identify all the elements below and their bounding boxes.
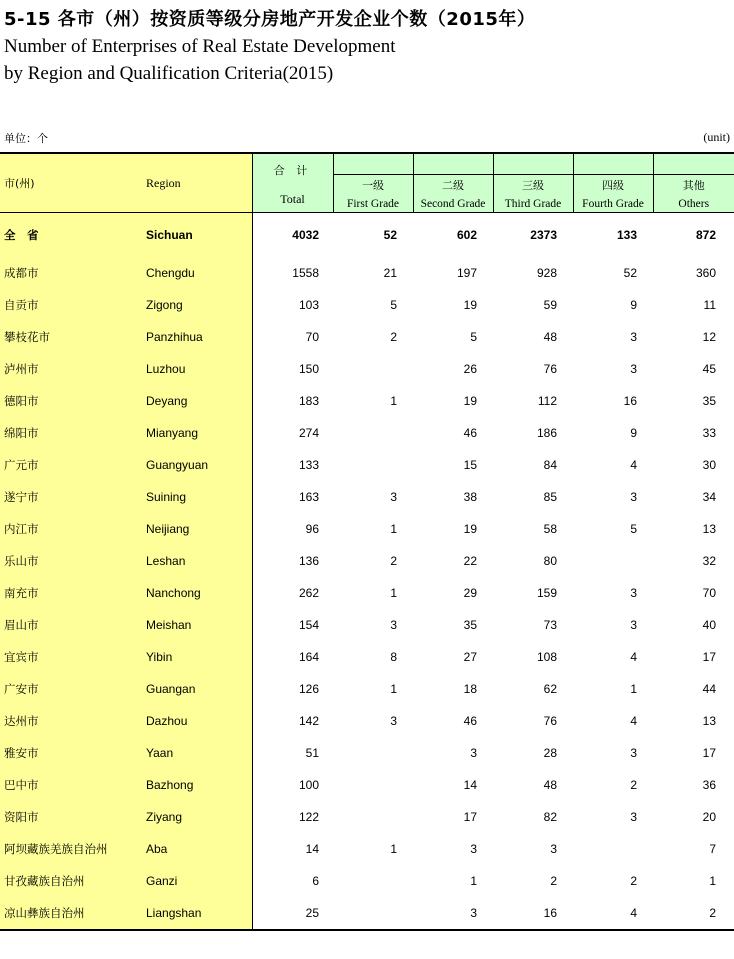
region-name-cn: 眉山市 bbox=[0, 609, 140, 641]
total-cell: 6 bbox=[252, 865, 333, 897]
table-row bbox=[0, 513, 734, 545]
first-grade-cell: 52 bbox=[383, 228, 397, 242]
others-cell: 360 bbox=[695, 266, 716, 280]
header-region-cn: 市(州) bbox=[0, 153, 140, 213]
region-name-en: Aba bbox=[140, 833, 252, 865]
region-name-cn: 广安市 bbox=[0, 673, 140, 705]
fourth-grade-cell: 3 bbox=[630, 586, 637, 600]
total-cell: 262 bbox=[252, 577, 333, 609]
region-name-cn: 凉山彝族自治州 bbox=[0, 897, 140, 930]
enterprise-table bbox=[0, 152, 734, 931]
others-cell: 2 bbox=[653, 897, 734, 930]
third-grade-cell: 928 bbox=[536, 266, 557, 280]
fourth-grade-cell: 3 bbox=[630, 746, 637, 760]
table-row bbox=[0, 353, 734, 385]
table-row bbox=[0, 833, 734, 865]
first-grade-cell: 1 bbox=[390, 586, 397, 600]
region-name-cn: 泸州市 bbox=[0, 353, 140, 385]
first-grade-cell bbox=[333, 865, 413, 897]
first-grade-cell bbox=[333, 737, 413, 769]
table-row bbox=[0, 321, 734, 353]
header-grade-en: Fourth Grade bbox=[582, 197, 644, 210]
unit-label-en: (unit) bbox=[703, 130, 730, 144]
third-grade-cell: 76 bbox=[543, 714, 557, 728]
table-row bbox=[0, 737, 734, 769]
fourth-grade-cell: 3 bbox=[630, 810, 637, 824]
table-row bbox=[0, 641, 734, 673]
second-grade-cell: 5 bbox=[470, 330, 477, 344]
fourth-grade-cell: 4 bbox=[630, 714, 637, 728]
first-grade-cell bbox=[333, 801, 413, 833]
fourth-grade-cell: 2 bbox=[630, 874, 637, 888]
first-grade-cell bbox=[333, 417, 413, 449]
others-cell: 40 bbox=[702, 618, 716, 632]
first-grade-cell bbox=[333, 769, 413, 801]
total-cell: 136 bbox=[252, 545, 333, 577]
page-title: 5-15 各市（州）按资质等级分房地产开发企业个数（2015年） bbox=[4, 9, 536, 30]
region-name-en: Ganzi bbox=[140, 865, 252, 897]
third-grade-cell: 62 bbox=[543, 682, 557, 696]
total-cell: 4032 bbox=[252, 213, 333, 258]
region-name-cn: 绵阳市 bbox=[0, 417, 140, 449]
table-row bbox=[0, 705, 734, 737]
first-grade-cell: 1 bbox=[390, 522, 397, 536]
header-grade-third bbox=[493, 153, 573, 213]
second-grade-cell: 602 bbox=[456, 228, 477, 242]
header-grade-others bbox=[653, 153, 734, 213]
total-cell: 70 bbox=[252, 321, 333, 353]
table-row bbox=[0, 289, 734, 321]
others-cell: 45 bbox=[702, 362, 716, 376]
total-cell: 150 bbox=[252, 353, 333, 385]
others-cell: 35 bbox=[702, 394, 716, 408]
second-grade-cell: 17 bbox=[463, 810, 477, 824]
region-name-cn: 巴中市 bbox=[0, 769, 140, 801]
second-grade-cell: 26 bbox=[463, 362, 477, 376]
others-cell: 70 bbox=[702, 586, 716, 600]
fourth-grade-cell: 5 bbox=[630, 522, 637, 536]
second-grade-cell: 22 bbox=[463, 554, 477, 568]
table-header-row bbox=[0, 153, 734, 213]
second-grade-cell: 3 bbox=[470, 746, 477, 760]
region-name-en: Mianyang bbox=[140, 417, 252, 449]
region-name-cn: 甘孜藏族自治州 bbox=[0, 865, 140, 897]
third-grade-cell: 159 bbox=[536, 586, 557, 600]
header-total-en: Total bbox=[280, 191, 305, 206]
total-cell: 51 bbox=[252, 737, 333, 769]
region-name-cn: 雅安市 bbox=[0, 737, 140, 769]
first-grade-cell: 8 bbox=[390, 650, 397, 664]
fourth-grade-cell: 3 bbox=[630, 362, 637, 376]
third-grade-cell: 3 bbox=[550, 842, 557, 856]
first-grade-cell: 3 bbox=[390, 618, 397, 632]
header-total bbox=[252, 153, 333, 213]
total-cell: 96 bbox=[252, 513, 333, 545]
second-grade-cell: 27 bbox=[463, 650, 477, 664]
others-cell: 12 bbox=[702, 330, 716, 344]
total-cell: 122 bbox=[252, 801, 333, 833]
fourth-grade-cell bbox=[573, 833, 653, 865]
header-total-cn: 合 计 bbox=[273, 163, 312, 177]
second-grade-cell: 29 bbox=[463, 586, 477, 600]
fourth-grade-cell bbox=[573, 545, 653, 577]
fourth-grade-cell: 4 bbox=[630, 650, 637, 664]
region-name-en: Nanchong bbox=[140, 577, 252, 609]
second-grade-cell: 19 bbox=[463, 298, 477, 312]
total-cell: 142 bbox=[252, 705, 333, 737]
header-grade-cn: 一级 bbox=[362, 179, 384, 193]
third-grade-cell: 58 bbox=[543, 522, 557, 536]
total-cell: 14 bbox=[252, 833, 333, 865]
total-cell: 25 bbox=[252, 897, 333, 930]
total-cell: 154 bbox=[252, 609, 333, 641]
third-grade-cell: 48 bbox=[543, 330, 557, 344]
region-name-en: Chengdu bbox=[140, 257, 252, 289]
first-grade-cell: 1 bbox=[390, 394, 397, 408]
table-row bbox=[0, 417, 734, 449]
region-name-en: Meishan bbox=[140, 609, 252, 641]
table-row bbox=[0, 865, 734, 897]
fourth-grade-cell: 2 bbox=[630, 778, 637, 792]
region-name-en: Guangan bbox=[140, 673, 252, 705]
region-name-en: Ziyang bbox=[140, 801, 252, 833]
region-name-cn: 攀枝花市 bbox=[0, 321, 140, 353]
fourth-grade-cell: 9 bbox=[630, 426, 637, 440]
page-subtitle-line2: by Region and Qualification Criteria(2015) bbox=[4, 63, 334, 84]
fourth-grade-cell: 4 bbox=[630, 458, 637, 472]
header-grade-second bbox=[413, 153, 493, 213]
region-name-en: Deyang bbox=[140, 385, 252, 417]
third-grade-cell: 2373 bbox=[530, 228, 557, 242]
others-cell: 36 bbox=[702, 778, 716, 792]
fourth-grade-cell: 16 bbox=[623, 394, 637, 408]
third-grade-cell: 112 bbox=[537, 394, 557, 408]
third-grade-cell: 28 bbox=[543, 746, 557, 760]
header-grade-en: First Grade bbox=[346, 197, 400, 210]
second-grade-cell: 14 bbox=[463, 778, 477, 792]
first-grade-cell bbox=[333, 449, 413, 481]
region-name-en: Panzhihua bbox=[140, 321, 252, 353]
others-cell: 1 bbox=[709, 874, 716, 888]
total-cell: 274 bbox=[252, 417, 333, 449]
page-subtitle-line1: Number of Enterprises of Real Estate Development bbox=[4, 36, 396, 57]
fourth-grade-cell: 9 bbox=[630, 298, 637, 312]
header-grade-cn: 其他 bbox=[682, 179, 705, 193]
table-row bbox=[0, 577, 734, 609]
first-grade-cell: 3 bbox=[390, 714, 397, 728]
region-name-cn: 自贡市 bbox=[0, 289, 140, 321]
second-grade-cell: 1 bbox=[470, 874, 477, 888]
region-name-cn: 资阳市 bbox=[0, 801, 140, 833]
header-grade-cn: 二级 bbox=[442, 179, 464, 193]
region-name-cn: 全 省 bbox=[0, 213, 140, 258]
third-grade-cell: 82 bbox=[543, 810, 557, 824]
unit-label: 单位：个 bbox=[4, 132, 48, 145]
third-grade-cell: 73 bbox=[543, 618, 557, 632]
region-name-en: Yibin bbox=[140, 641, 252, 673]
third-grade-cell: 2 bbox=[550, 874, 557, 888]
third-grade-cell: 186 bbox=[536, 426, 557, 440]
others-cell: 7 bbox=[709, 842, 716, 856]
header-grade-en: Third Grade bbox=[504, 197, 562, 210]
second-grade-cell: 18 bbox=[463, 682, 477, 696]
table-row bbox=[0, 481, 734, 513]
second-grade-cell: 15 bbox=[463, 458, 477, 472]
fourth-grade-cell: 52 bbox=[623, 266, 637, 280]
header-grade-en: Second Grade bbox=[420, 197, 486, 210]
others-cell: 17 bbox=[702, 746, 716, 760]
region-name-en: Sichuan bbox=[140, 213, 252, 258]
fourth-grade-cell: 1 bbox=[630, 682, 637, 696]
table-body bbox=[0, 213, 734, 931]
first-grade-cell: 21 bbox=[383, 266, 397, 280]
second-grade-cell: 3 bbox=[470, 842, 477, 856]
region-name-cn: 广元市 bbox=[0, 449, 140, 481]
header-grade-fourth bbox=[573, 153, 653, 213]
first-grade-cell: 5 bbox=[390, 298, 397, 312]
region-name-en: Neijiang bbox=[140, 513, 252, 545]
third-grade-cell: 16 bbox=[493, 897, 573, 930]
first-grade-cell: 2 bbox=[390, 330, 397, 344]
region-name-cn: 宜宾市 bbox=[0, 641, 140, 673]
others-cell: 33 bbox=[702, 426, 716, 440]
header-grade-cn: 四级 bbox=[602, 179, 624, 193]
first-grade-cell: 1 bbox=[390, 682, 397, 696]
third-grade-cell: 76 bbox=[543, 362, 557, 376]
table-row bbox=[0, 449, 734, 481]
fourth-grade-cell: 3 bbox=[630, 330, 637, 344]
region-name-cn: 乐山市 bbox=[0, 545, 140, 577]
table-row bbox=[0, 769, 734, 801]
table-row bbox=[0, 545, 734, 577]
others-cell: 20 bbox=[702, 810, 716, 824]
total-cell: 183 bbox=[252, 385, 333, 417]
others-cell: 13 bbox=[702, 714, 716, 728]
third-grade-cell: 80 bbox=[543, 554, 557, 568]
total-cell: 103 bbox=[252, 289, 333, 321]
header-grade-en: Others bbox=[678, 197, 710, 210]
first-grade-cell: 2 bbox=[390, 554, 397, 568]
region-name-cn: 南充市 bbox=[0, 577, 140, 609]
region-name-en: Luzhou bbox=[140, 353, 252, 385]
table-row bbox=[0, 213, 734, 258]
table-row bbox=[0, 673, 734, 705]
third-grade-cell: 48 bbox=[543, 778, 557, 792]
total-cell: 100 bbox=[252, 769, 333, 801]
table-row bbox=[0, 609, 734, 641]
total-cell: 126 bbox=[252, 673, 333, 705]
second-grade-cell: 19 bbox=[463, 394, 477, 408]
second-grade-cell: 46 bbox=[463, 714, 477, 728]
others-cell: 30 bbox=[702, 458, 716, 472]
region-name-en: Guangyuan bbox=[140, 449, 252, 481]
table-row bbox=[0, 801, 734, 833]
region-name-en: Bazhong bbox=[140, 769, 252, 801]
total-cell: 164 bbox=[252, 641, 333, 673]
second-grade-cell: 197 bbox=[456, 266, 477, 280]
first-grade-cell bbox=[333, 353, 413, 385]
region-name-en: Suining bbox=[140, 481, 252, 513]
others-cell: 17 bbox=[702, 650, 716, 664]
first-grade-cell: 3 bbox=[390, 490, 397, 504]
fourth-grade-cell: 3 bbox=[630, 618, 637, 632]
region-name-en: Leshan bbox=[140, 545, 252, 577]
region-name-en: Yaan bbox=[140, 737, 252, 769]
others-cell: 34 bbox=[702, 490, 716, 504]
second-grade-cell: 19 bbox=[463, 522, 477, 536]
first-grade-cell: 1 bbox=[390, 842, 397, 856]
header-grade-cn: 三级 bbox=[522, 179, 544, 193]
others-cell: 872 bbox=[695, 228, 716, 242]
fourth-grade-cell: 4 bbox=[573, 897, 653, 930]
second-grade-cell: 46 bbox=[463, 426, 477, 440]
region-name-cn: 阿坝藏族羌族自治州 bbox=[0, 833, 140, 865]
third-grade-cell: 84 bbox=[543, 458, 557, 472]
third-grade-cell: 108 bbox=[536, 650, 557, 664]
third-grade-cell: 59 bbox=[543, 298, 557, 312]
region-name-en: Zigong bbox=[140, 289, 252, 321]
third-grade-cell: 85 bbox=[543, 490, 557, 504]
region-name-cn: 遂宁市 bbox=[0, 481, 140, 513]
table-row bbox=[0, 257, 734, 289]
region-name-cn: 成都市 bbox=[0, 257, 140, 289]
second-grade-cell: 35 bbox=[463, 618, 477, 632]
table-row bbox=[0, 897, 734, 930]
header-grade-first bbox=[333, 153, 413, 213]
region-name-cn: 达州市 bbox=[0, 705, 140, 737]
region-name-en: Liangshan bbox=[140, 897, 252, 930]
total-cell: 133 bbox=[252, 449, 333, 481]
first-grade-cell bbox=[333, 897, 413, 930]
second-grade-cell: 3 bbox=[413, 897, 493, 930]
region-name-cn: 德阳市 bbox=[0, 385, 140, 417]
total-cell: 163 bbox=[252, 481, 333, 513]
region-name-cn: 内江市 bbox=[0, 513, 140, 545]
others-cell: 11 bbox=[703, 298, 716, 312]
total-cell: 1558 bbox=[252, 257, 333, 289]
table-row bbox=[0, 385, 734, 417]
header-region-en: Region bbox=[140, 153, 252, 213]
fourth-grade-cell: 3 bbox=[630, 490, 637, 504]
others-cell: 44 bbox=[702, 682, 716, 696]
others-cell: 32 bbox=[702, 554, 716, 568]
fourth-grade-cell: 133 bbox=[616, 228, 637, 242]
second-grade-cell: 38 bbox=[463, 490, 477, 504]
region-name-en: Dazhou bbox=[140, 705, 252, 737]
others-cell: 13 bbox=[702, 522, 716, 536]
